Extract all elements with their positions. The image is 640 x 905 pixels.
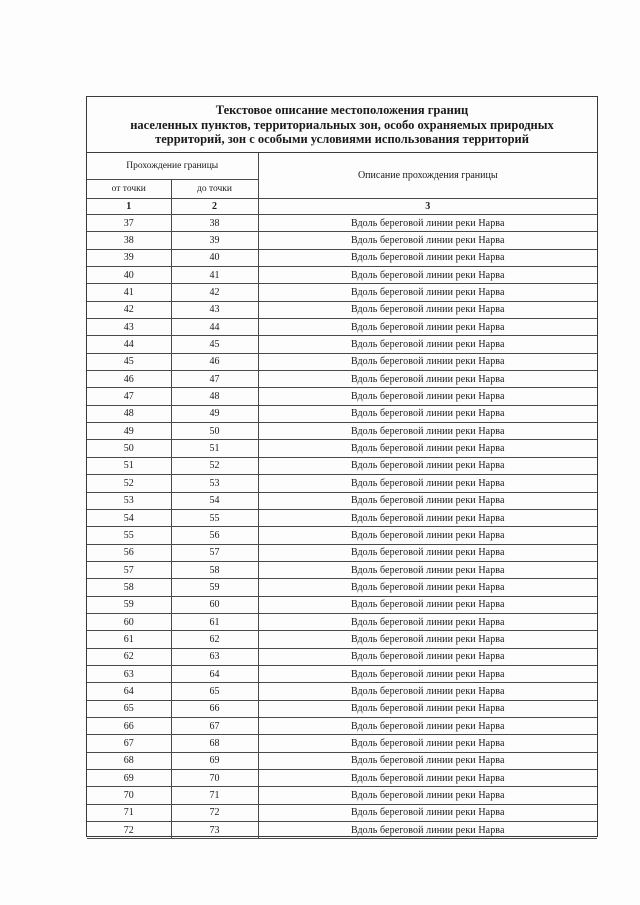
to-point-cell: 48 <box>171 388 258 405</box>
column-number-2: 2 <box>171 199 258 215</box>
table-row <box>87 336 597 353</box>
to-point-cell: 70 <box>171 770 258 787</box>
table-row <box>87 388 597 405</box>
table-row <box>87 700 597 717</box>
from-point-cell: 42 <box>87 301 171 318</box>
table-row <box>87 752 597 769</box>
to-point-cell: 38 <box>171 215 258 232</box>
table-row <box>87 284 597 301</box>
to-point-cell: 42 <box>171 284 258 301</box>
to-point-cell: 62 <box>171 631 258 648</box>
table-row <box>87 301 597 318</box>
to-point-cell: 47 <box>171 371 258 388</box>
table-row <box>87 561 597 578</box>
description-cell: Вдоль береговой линии реки Нарва <box>258 371 597 388</box>
from-point-cell: 54 <box>87 509 171 526</box>
table-row <box>87 249 597 266</box>
title-line-3: территорий, зон с особыми условиями использования территорий <box>155 132 529 146</box>
to-point-cell: 73 <box>171 822 258 839</box>
description-cell: Вдоль береговой линии реки Нарва <box>258 665 597 682</box>
from-point-cell: 70 <box>87 787 171 804</box>
to-point-cell: 68 <box>171 735 258 752</box>
table-row <box>87 440 597 457</box>
from-point-cell: 60 <box>87 613 171 630</box>
table-row <box>87 717 597 734</box>
description-cell: Вдоль береговой линии реки Нарва <box>258 301 597 318</box>
table-row <box>87 475 597 492</box>
from-point-cell: 68 <box>87 752 171 769</box>
table-row <box>87 457 597 474</box>
description-cell: Вдоль береговой линии реки Нарва <box>258 457 597 474</box>
table-row <box>87 787 597 804</box>
description-cell: Вдоль береговой линии реки Нарва <box>258 770 597 787</box>
description-cell: Вдоль береговой линии реки Нарва <box>258 683 597 700</box>
to-point-cell: 41 <box>171 267 258 284</box>
from-point-cell: 49 <box>87 423 171 440</box>
header-to-point: до точки <box>171 180 258 199</box>
from-point-cell: 37 <box>87 215 171 232</box>
from-point-cell: 63 <box>87 665 171 682</box>
to-point-cell: 49 <box>171 405 258 422</box>
to-point-cell: 45 <box>171 336 258 353</box>
from-point-cell: 72 <box>87 822 171 839</box>
from-point-cell: 53 <box>87 492 171 509</box>
to-point-cell: 60 <box>171 596 258 613</box>
from-point-cell: 69 <box>87 770 171 787</box>
table-row <box>87 683 597 700</box>
description-cell: Вдоль береговой линии реки Нарва <box>258 405 597 422</box>
description-cell: Вдоль береговой линии реки Нарва <box>258 388 597 405</box>
from-point-cell: 46 <box>87 371 171 388</box>
to-point-cell: 65 <box>171 683 258 700</box>
from-point-cell: 56 <box>87 544 171 561</box>
description-cell: Вдоль береговой линии реки Нарва <box>258 267 597 284</box>
header-description: Описание прохождения границы <box>258 153 597 199</box>
to-point-cell: 55 <box>171 509 258 526</box>
column-number-1: 1 <box>87 199 171 215</box>
description-cell: Вдоль береговой линии реки Нарва <box>258 700 597 717</box>
from-point-cell: 64 <box>87 683 171 700</box>
table-row <box>87 405 597 422</box>
to-point-cell: 59 <box>171 579 258 596</box>
description-cell: Вдоль береговой линии реки Нарва <box>258 631 597 648</box>
table-row <box>87 319 597 336</box>
description-cell: Вдоль береговой линии реки Нарва <box>258 249 597 266</box>
table-row <box>87 509 597 526</box>
to-point-cell: 69 <box>171 752 258 769</box>
description-cell: Вдоль береговой линии реки Нарва <box>258 527 597 544</box>
table-row <box>87 423 597 440</box>
to-point-cell: 52 <box>171 457 258 474</box>
to-point-cell: 53 <box>171 475 258 492</box>
table-row <box>87 492 597 509</box>
from-point-cell: 67 <box>87 735 171 752</box>
to-point-cell: 43 <box>171 301 258 318</box>
from-point-cell: 66 <box>87 717 171 734</box>
description-cell: Вдоль береговой линии реки Нарва <box>258 544 597 561</box>
from-point-cell: 38 <box>87 232 171 249</box>
to-point-cell: 46 <box>171 353 258 370</box>
description-cell: Вдоль береговой линии реки Нарва <box>258 509 597 526</box>
table-row <box>87 267 597 284</box>
from-point-cell: 71 <box>87 804 171 821</box>
from-point-cell: 65 <box>87 700 171 717</box>
from-point-cell: 39 <box>87 249 171 266</box>
from-point-cell: 40 <box>87 267 171 284</box>
to-point-cell: 44 <box>171 319 258 336</box>
header-boundary-passage: Прохождение границы <box>87 153 258 180</box>
table-row <box>87 648 597 665</box>
to-point-cell: 63 <box>171 648 258 665</box>
table-row <box>87 613 597 630</box>
description-cell: Вдоль береговой линии реки Нарва <box>258 284 597 301</box>
to-point-cell: 61 <box>171 613 258 630</box>
from-point-cell: 47 <box>87 388 171 405</box>
column-number-3: 3 <box>258 199 597 215</box>
to-point-cell: 54 <box>171 492 258 509</box>
description-cell: Вдоль береговой линии реки Нарва <box>258 336 597 353</box>
from-point-cell: 55 <box>87 527 171 544</box>
description-cell: Вдоль береговой линии реки Нарва <box>258 735 597 752</box>
from-point-cell: 51 <box>87 457 171 474</box>
from-point-cell: 58 <box>87 579 171 596</box>
table-row <box>87 544 597 561</box>
from-point-cell: 43 <box>87 319 171 336</box>
table-row <box>87 527 597 544</box>
description-cell: Вдоль береговой линии реки Нарва <box>258 319 597 336</box>
to-point-cell: 40 <box>171 249 258 266</box>
description-cell: Вдоль береговой линии реки Нарва <box>258 752 597 769</box>
document-title <box>87 97 597 153</box>
description-cell: Вдоль береговой линии реки Нарва <box>258 717 597 734</box>
description-cell: Вдоль береговой линии реки Нарва <box>258 596 597 613</box>
to-point-cell: 57 <box>171 544 258 561</box>
description-cell: Вдоль береговой линии реки Нарва <box>258 215 597 232</box>
to-point-cell: 66 <box>171 700 258 717</box>
table-row <box>87 353 597 370</box>
header-from-point: от точки <box>87 180 171 199</box>
description-cell: Вдоль береговой линии реки Нарва <box>258 353 597 370</box>
to-point-cell: 51 <box>171 440 258 457</box>
description-cell: Вдоль береговой линии реки Нарва <box>258 475 597 492</box>
from-point-cell: 62 <box>87 648 171 665</box>
from-point-cell: 61 <box>87 631 171 648</box>
to-point-cell: 72 <box>171 804 258 821</box>
description-cell: Вдоль береговой линии реки Нарва <box>258 440 597 457</box>
to-point-cell: 56 <box>171 527 258 544</box>
from-point-cell: 41 <box>87 284 171 301</box>
to-point-cell: 67 <box>171 717 258 734</box>
from-point-cell: 50 <box>87 440 171 457</box>
to-point-cell: 71 <box>171 787 258 804</box>
table-row <box>87 770 597 787</box>
description-cell: Вдоль береговой линии реки Нарва <box>258 423 597 440</box>
table-row <box>87 596 597 613</box>
table-row <box>87 371 597 388</box>
table-row <box>87 631 597 648</box>
table-row <box>87 232 597 249</box>
to-point-cell: 58 <box>171 561 258 578</box>
description-cell: Вдоль береговой линии реки Нарва <box>258 579 597 596</box>
from-point-cell: 45 <box>87 353 171 370</box>
boundary-table <box>87 153 597 839</box>
from-point-cell: 52 <box>87 475 171 492</box>
description-cell: Вдоль береговой линии реки Нарва <box>258 822 597 839</box>
from-point-cell: 44 <box>87 336 171 353</box>
to-point-cell: 50 <box>171 423 258 440</box>
to-point-cell: 39 <box>171 232 258 249</box>
title-line-1: Текстовое описание местоположения границ <box>215 103 469 117</box>
table-body <box>87 215 597 839</box>
from-point-cell: 59 <box>87 596 171 613</box>
to-point-cell: 64 <box>171 665 258 682</box>
title-line-2: населенных пунктов, территориальных зон, особо охраняемых природных <box>130 117 554 132</box>
table-row <box>87 822 597 839</box>
description-cell: Вдоль береговой линии реки Нарва <box>258 492 597 509</box>
description-cell: Вдоль береговой линии реки Нарва <box>258 613 597 630</box>
document-frame <box>86 96 598 837</box>
table-row <box>87 735 597 752</box>
description-cell: Вдоль береговой линии реки Нарва <box>258 648 597 665</box>
table-row <box>87 215 597 232</box>
description-cell: Вдоль береговой линии реки Нарва <box>258 804 597 821</box>
table-row <box>87 579 597 596</box>
table-row <box>87 665 597 682</box>
from-point-cell: 48 <box>87 405 171 422</box>
description-cell: Вдоль береговой линии реки Нарва <box>258 787 597 804</box>
description-cell: Вдоль береговой линии реки Нарва <box>258 561 597 578</box>
from-point-cell: 57 <box>87 561 171 578</box>
table-row <box>87 804 597 821</box>
description-cell: Вдоль береговой линии реки Нарва <box>258 232 597 249</box>
